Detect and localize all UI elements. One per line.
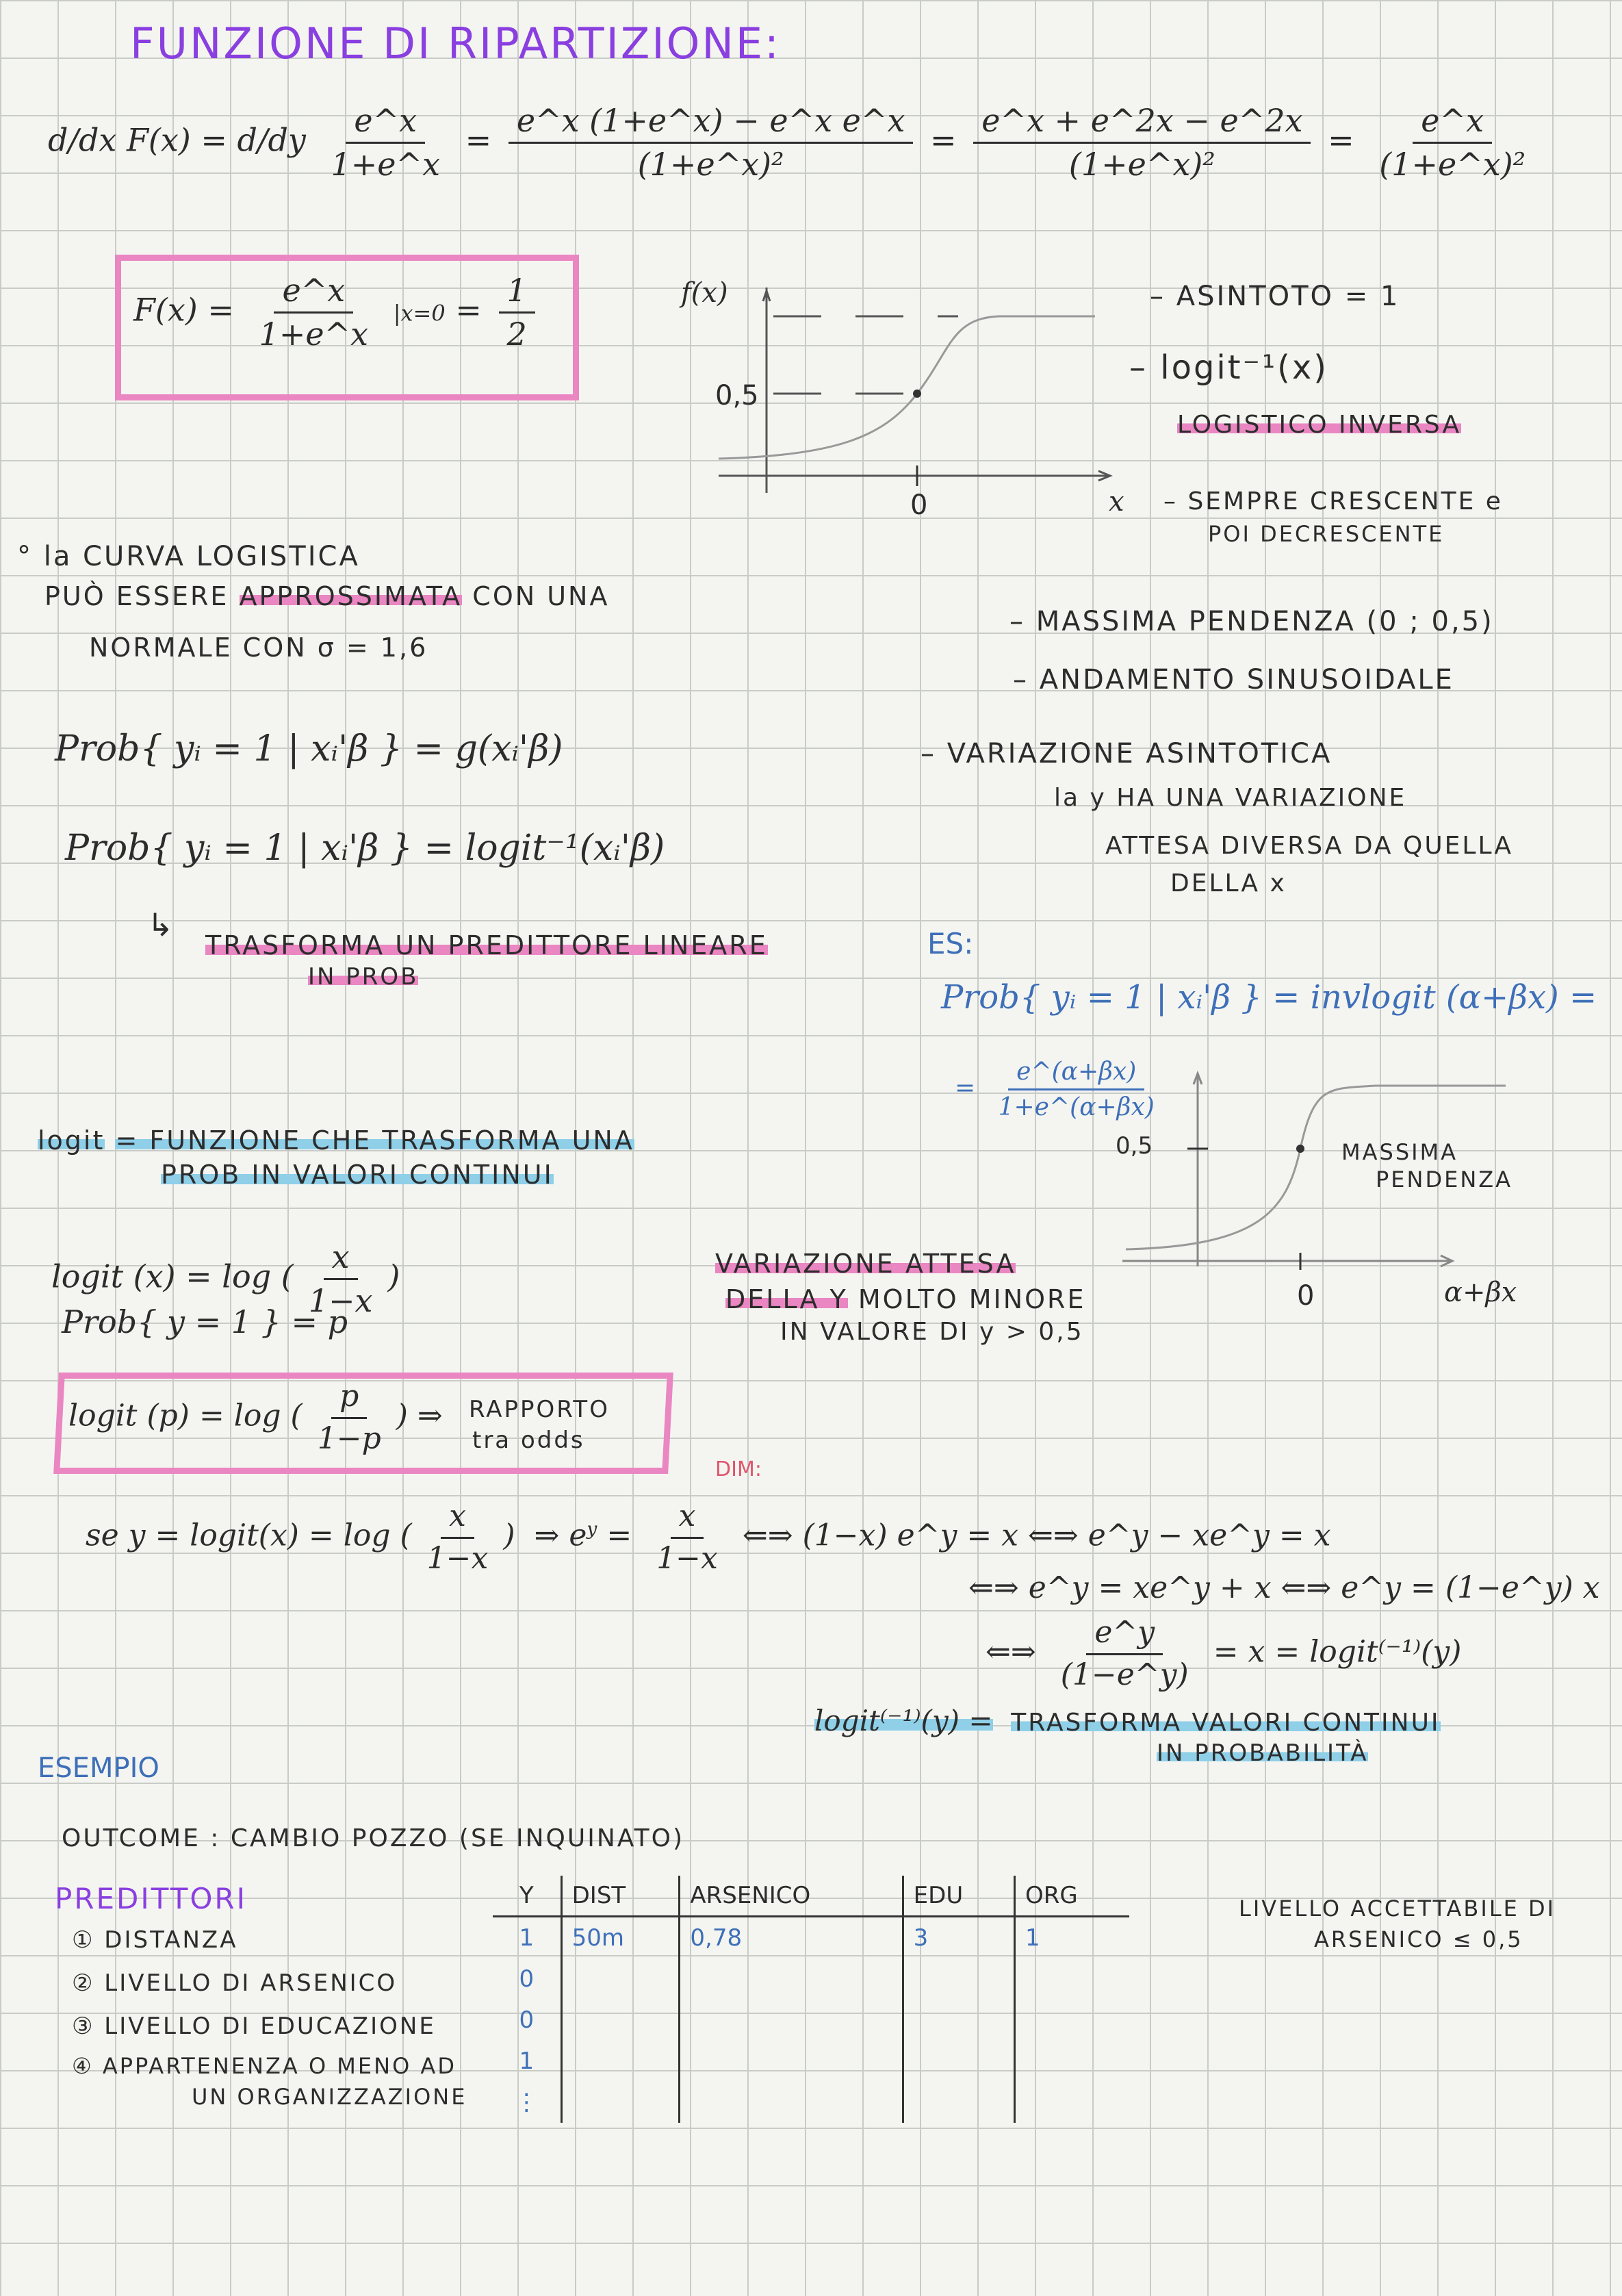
graph2-yval: 0,5 [1116,1132,1153,1160]
table-row: 0 [493,1959,1129,2000]
variation-d: IN VALORE DI y > 0,5 [780,1318,1084,1346]
derivative-equation: d/dx F(x) = d/dy $\frac{e\^{}x}{1+e\^{}x}$ = $\frac{\text{e\textasciicircum{}x (1+e\textasciicircum{}x) − e\textasciicircum{}x e\textasciicircum{}x}}{\text{(1+e\textasciicircum{}x)²}}$ = $\frac{e\^{}x + e\^{}2x - e\^{}2x}{\text{(1+e\textasciicircum{}x)²}}$ = $\frac{e\^{}x}{\text{(1+e\textasciicircum{}x)²}}$ [48,103,1541,183]
table-header-row [493,1876,1129,1917]
arsenic-note-2: ARSENICO ≤ 0,5 [1314,1926,1523,1952]
predictors-label: PREDITTORI [55,1882,247,1915]
dim-line4-b: IN PROBABILITÀ [1157,1739,1369,1767]
dim-line1: se y = logit(x) = log ( $\frac{x}{1-x}$ ) ⇒ $e^y$ = $\frac{x}{1-x}$ ⇐⇒ (1−x) e^y = x ⇐⇒ e^y − xe^y = x [86,1498,1331,1576]
page-title: FUNZIONE DI RIPARTIZIONE: [130,18,781,68]
prob-arrow: ↳ [147,906,174,943]
logit-formula-3: logit (p) = log ( $\frac{p}{1-p}$ ) ⇒ [68,1379,443,1456]
esempio-outcome: OUTCOME : CAMBIO POZZO (SE INQUINATO) [62,1824,684,1852]
graph1-ylabel: f(x) [681,277,728,309]
approx-line1: ° la CURVA LOGISTICA [17,541,360,572]
predictor-3: ③ LIVELLO DI EDUCAZIONE [72,2013,436,2040]
dim-line4: logit⁽⁻¹⁾(y) = TRASFORMA VALORI CONTINUI [814,1704,1441,1737]
cdf-formula: F(x) = $\frac{e\^{}x}{1+e\^{}x}$ |x=0 = $\frac{1}{2}$ [133,272,542,353]
header-dist: DIST [561,1876,680,1917]
table-row: 1 50m 0,78 3 1 [493,1917,1129,1959]
graph1-xzero: 0 [910,489,928,521]
fraction-2: $\frac{\text{e\textasciicircum{}x (1+e\textasciicircum{}x) − e\textasciicircum{}x e\textasciicircum{}x}}{\text{(1+e\textasciicircum{}x)²}}$ [509,103,914,183]
prob-transform-2: IN PROB [308,963,419,991]
property-max-slope: – MASSIMA PENDENZA (0 ; 0,5) [1009,606,1494,637]
graph2-note2: PENDENZA [1376,1166,1513,1192]
variation-line2: DELLA Y MOLTO MINORE [725,1284,1086,1314]
predictor-4: ④ APPARTENENZA O MENO AD [72,2053,456,2079]
arsenic-note-1: LIVELLO ACCETTABILE DI [1239,1896,1556,1922]
approx-line3: NORMALE CON σ = 1,6 [89,633,428,663]
approx-line2: PUÒ ESSERE APPROSSIMATA CON UNA [44,581,610,611]
predictor-4-b: UN ORGANIZZAZIONE [192,2084,467,2110]
graph2-note1: MASSIMA [1341,1139,1458,1165]
property-asymptotic: – VARIAZIONE ASINTOTICA [921,738,1333,769]
prob-transform-1: TRASFORMA UN PREDITTORE LINEARE [205,930,768,960]
logit-formula-1: logit (x) = log ( $\frac{x}{1-x}$ ) [51,1238,400,1319]
inflection-point [913,390,921,398]
prob-formula-2: Prob{ yᵢ = 1 | xᵢ'β } = logit⁻¹(xᵢ'β) [65,828,665,869]
data-table [493,1876,1129,2116]
fraction-1: $\frac{e\^{}x}{1+e\^{}x}$ [331,102,441,183]
predictor-2: ② LIVELLO DI ARSENICO [72,1969,398,1997]
fraction-3: $\frac{e\^{}x + e\^{}2x - e\^{}2x}{\text{(1+e\textasciicircum{}x)²}}$ [973,103,1311,183]
es-label: ES: [927,927,974,960]
table-row: 1 [493,2041,1129,2082]
logit-definition-2: PROB IN VALORI CONTINUI [161,1160,554,1190]
property-increasing: – SEMPRE CRESCENTE e [1163,487,1503,515]
property-asymptotic-c: ATTESA DIVERSA DA QUELLA [1105,832,1513,860]
property-asymptotic-d: DELLA x [1170,869,1287,897]
property-sinusoidal: – ANDAMENTO SINUSOIDALE [1013,664,1454,696]
header-edu: EDU [903,1876,1014,1917]
property-asymptote: – ASINTOTO = 1 [1150,281,1400,312]
inflection-point-2 [1296,1145,1304,1153]
es-line1: Prob{ yᵢ = 1 | xᵢ'β } = invlogit (α+βx) = [941,978,1597,1017]
graph2-xlabel: α+βx [1444,1277,1517,1308]
esempio-label: ESEMPIO [38,1752,159,1784]
property-inverse-logit: – logit⁻¹(x) [1129,348,1329,387]
property-increasing-b: POI DECRESCENTE [1208,521,1445,547]
header-arsenico: ARSENICO [680,1876,903,1917]
graph1-yval: 0,5 [715,380,759,411]
prob-formula-1: Prob{ yᵢ = 1 | xᵢ'β } = g(xᵢ'β) [55,728,563,769]
logit-formula-2: Prob{ y = 1 } = p [62,1303,348,1340]
dim-line3: ⇐⇒ $\frac{e\^{}y}{(1-e\^{}y)}$ = x = logit⁽⁻¹⁾(y) [986,1615,1462,1692]
header-org: ORG [1014,1876,1129,1917]
graph2-xzero: 0 [1297,1280,1315,1312]
logit-definition: logit = FUNZIONE CHE TRASFORMA UNA [38,1125,634,1156]
graph1-xlabel: x [1109,486,1124,518]
variation-a: VARIAZIONE ATTESA [715,1249,1016,1279]
fraction-4: $\frac{e\^{}x}{\text{(1+e\textasciicircum{}x)²}}$ [1379,102,1526,183]
dim-label: DIM: [715,1457,762,1481]
logistic-curve [719,316,1095,459]
table-row: ⋮ [493,2082,1129,2123]
predictor-1: ① DISTANZA [72,1926,238,1954]
property-asymptotic-b: la y HA UNA VARIAZIONE [1054,784,1407,812]
logistic-curve-graph [712,288,1122,513]
header-y: Y [493,1876,561,1917]
table-row: 0 [493,2000,1129,2041]
derivative-lhs: d/dx F(x) = d/dy [48,121,306,159]
odds-ratio-label-1: RAPPORTO [469,1396,610,1423]
odds-ratio-label-2: tra odds [472,1427,585,1454]
property-inverse-logit-label: LOGISTICO INVERSA [1177,411,1462,439]
es-line2: = $\frac{e\^{}(\alpha+\beta x)}{1+e\^{}(\alpha+\beta x)}$ [955,1058,1155,1122]
dim-line2: ⇐⇒ e^y = xe^y + x ⇐⇒ e^y = (1−e^y) x [968,1570,1600,1605]
